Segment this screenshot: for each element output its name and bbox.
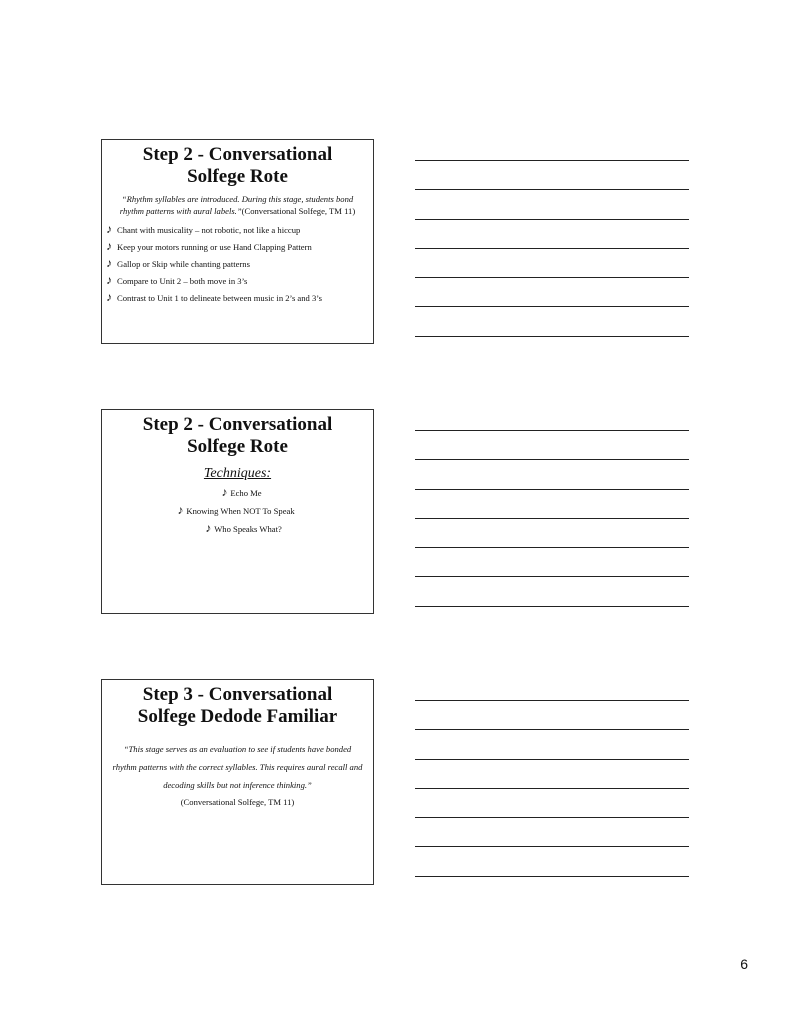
- bullet-item: [106, 255, 373, 272]
- techniques-heading: Techniques:: [203, 466, 272, 481]
- slide-title-line1: Step 2 - Conversational: [142, 144, 333, 165]
- eighth-note-icon: ♪: [177, 503, 184, 517]
- slide-title-line2: Solfege Rote: [187, 166, 288, 187]
- bullet-text: Chant with musicality – not robotic, not like a hiccup: [117, 225, 301, 235]
- bullet-text: Contrast to Unit 1 to delineate between music in 2’s and 3’s: [117, 293, 323, 303]
- eighth-note-icon: ♪: [221, 485, 228, 499]
- note-line: [415, 219, 689, 220]
- bullet-text: Gallop or Skip while chanting patterns: [117, 259, 250, 269]
- note-line: [415, 700, 689, 701]
- note-line: [415, 518, 689, 519]
- eighth-note-icon: ♪: [106, 239, 112, 253]
- note-line: [415, 189, 689, 190]
- quote-text: “Rhythm syllables are introduced. During this stage, students bond rhythm patterns with aural labels.”: [119, 194, 354, 216]
- note-line: [415, 248, 689, 249]
- slide-title-line2: Solfege Dedode Familiar: [137, 706, 338, 727]
- bullet-item: [106, 289, 373, 306]
- technique-item: [110, 484, 373, 502]
- slide-quote: [110, 193, 365, 217]
- citation: (Conversational Solfege, TM 11): [180, 797, 295, 807]
- note-line: [415, 817, 689, 818]
- slide-step2-rote: [101, 139, 374, 344]
- note-line: [415, 306, 689, 307]
- bullet-text: Compare to Unit 2 – both move in 3’s: [117, 276, 248, 286]
- page-number: 6: [740, 956, 748, 972]
- bullet-list: [102, 221, 373, 306]
- slide-title-line1: Step 2 - Conversational: [142, 414, 333, 435]
- note-line: [415, 759, 689, 760]
- note-line: [415, 846, 689, 847]
- note-line: [415, 606, 689, 607]
- eighth-note-icon: ♪: [106, 290, 112, 304]
- technique-item: [114, 520, 373, 538]
- slide-title-line1: Step 3 - Conversational: [142, 684, 333, 705]
- slide-title-line2: Solfege Rote: [187, 436, 288, 457]
- technique-text: Who Speaks What?: [214, 524, 282, 534]
- note-line: [415, 430, 689, 431]
- note-line: [415, 547, 689, 548]
- slide-title: [106, 144, 369, 188]
- techniques-list: [102, 484, 373, 538]
- note-line: [415, 876, 689, 877]
- eighth-note-icon: ♪: [106, 256, 112, 270]
- technique-text: Knowing When NOT To Speak: [186, 506, 295, 516]
- bullet-item: [106, 238, 373, 255]
- note-line: [415, 489, 689, 490]
- eighth-note-icon: ♪: [205, 521, 212, 535]
- slide-step3-decode: [101, 679, 374, 885]
- technique-item: [99, 502, 373, 520]
- note-line: [415, 729, 689, 730]
- slide-quote: “This stage serves as an evaluation to see if students have bonded rhythm patterns with the correct syllables. This requires aural recall and decoding skills but not inference thinking.”: [112, 744, 363, 790]
- bullet-item: [106, 221, 373, 238]
- bullet-item: [106, 272, 373, 289]
- slide-title: [106, 684, 369, 728]
- note-line: [415, 277, 689, 278]
- note-line: [415, 459, 689, 460]
- slide-title: [106, 414, 369, 458]
- eighth-note-icon: ♪: [106, 273, 112, 287]
- bullet-text: Keep your motors running or use Hand Clapping Pattern: [117, 242, 312, 252]
- technique-text: Echo Me: [230, 488, 262, 498]
- note-line: [415, 336, 689, 337]
- note-line: [415, 788, 689, 789]
- slide-step2-techniques: [101, 409, 374, 614]
- citation: (Conversational Solfege, TM 11): [241, 206, 356, 216]
- note-line: [415, 576, 689, 577]
- note-line: [415, 160, 689, 161]
- eighth-note-icon: ♪: [106, 222, 112, 236]
